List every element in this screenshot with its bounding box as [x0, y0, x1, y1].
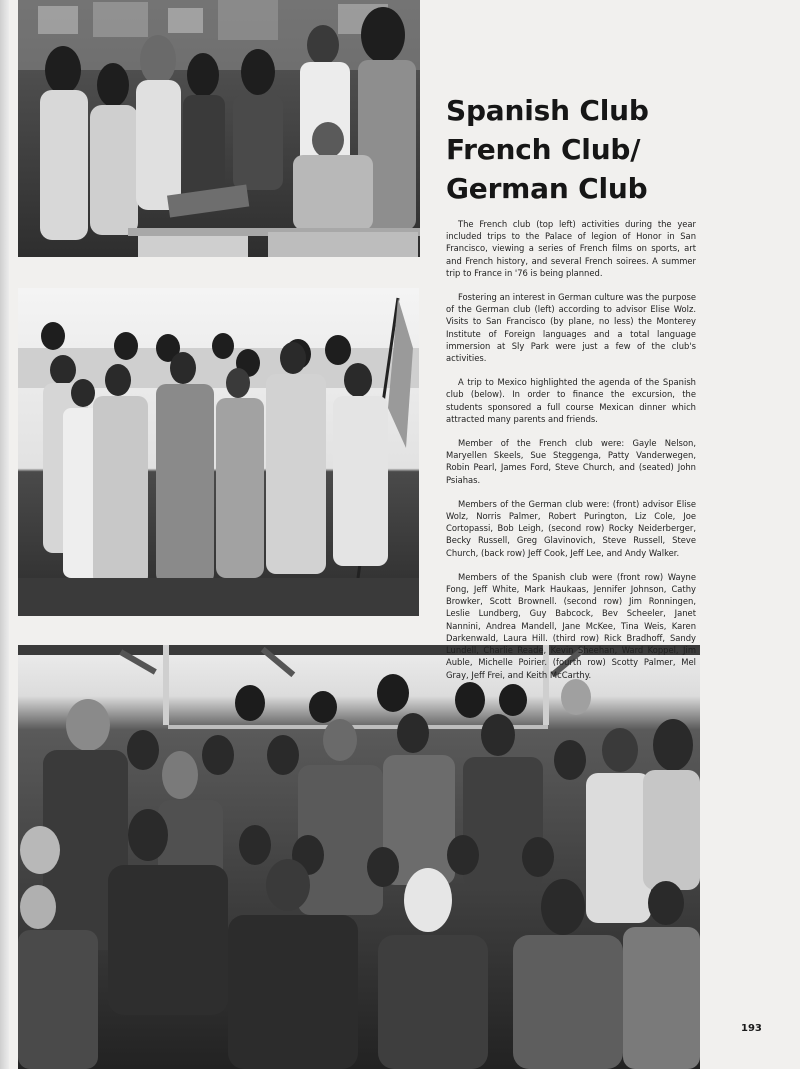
title-line-spanish-club: Spanish Club	[446, 94, 649, 127]
title-line-german-club: German Club	[446, 172, 648, 205]
binding-edge	[0, 0, 9, 1069]
paragraph-spanish-members: Members of the Spanish club were (front row) Wayne Fong, Jeff White, Mark Haukaas, Jennifer Johnson, Cathy Browker, Scott Brownell. (second row) Jim Ronningen, Leslie Lundberg, Guy Babcock, Bev Scheeler, Janet Nannini, Andrea Mandell, Jane McKee, Tina Weis, Karen Darkenwald, Laura Hill. (third row) Rick Bradhoff, Sandy Lundell, Charlie Reade, Kevin Sheehan, Ward Koppel, Jim Auble, Michelle Poirier. (fourth row) Scotty Palmer, Mel Gray, Jeff Frei, and Keith McCarthy.	[446, 571, 696, 680]
page-title	[446, 91, 746, 208]
german-club-photo	[18, 288, 419, 616]
spanish-club-photo	[18, 645, 700, 1069]
paragraph-spanish-activities: A trip to Mexico highlighted the agenda of the Spanish club (below). In order to finance the excursion, the students sponsored a full course Mexican dinner which attracted many parents and friends.	[446, 377, 696, 424]
paragraph-french-activities: The French club (top left) activities during the year included trips to the Palace of legion of Honor in San Francisco, viewing a series of French films on sports, art and French history, and several French soirees. A summer trip to France in '76 is being planned.	[446, 219, 696, 278]
paragraph-french-members: Member of the French club were: Gayle Nelson, Maryellen Skeels, Sue Steggenga, Patty Vanderwegen, Robin Pearl, James Ford, Steve Church, and (seated) John Psiahas.	[446, 438, 696, 485]
page-number: 193	[741, 1023, 762, 1034]
french-club-photo	[18, 0, 420, 257]
paragraph-german-activities: Fostering an interest in German culture was the purpose of the German club (left) according to advisor Elise Wolz. Visits to San Francisco (by plane, no less) the Monterey Institute of Foreign languages and a total language immersion at Sly Park were just a few of the club's activities.	[446, 292, 696, 364]
paragraph-german-members: Members of the German club were: (front) advisor Elise Wolz, Norris Palmer, Robert Purington, Liz Cole, Joe Cortopassi, Bob Leigh, (second row) Rocky Neiderberger, Becky Russell, Greg Glavinovich, Steve Russell, Steve Church, (back row) Jeff Cook, Jeff Lee, and Andy Walker.	[446, 498, 696, 558]
title-line-french-club: French Club/	[446, 133, 641, 166]
article-body	[446, 218, 696, 693]
